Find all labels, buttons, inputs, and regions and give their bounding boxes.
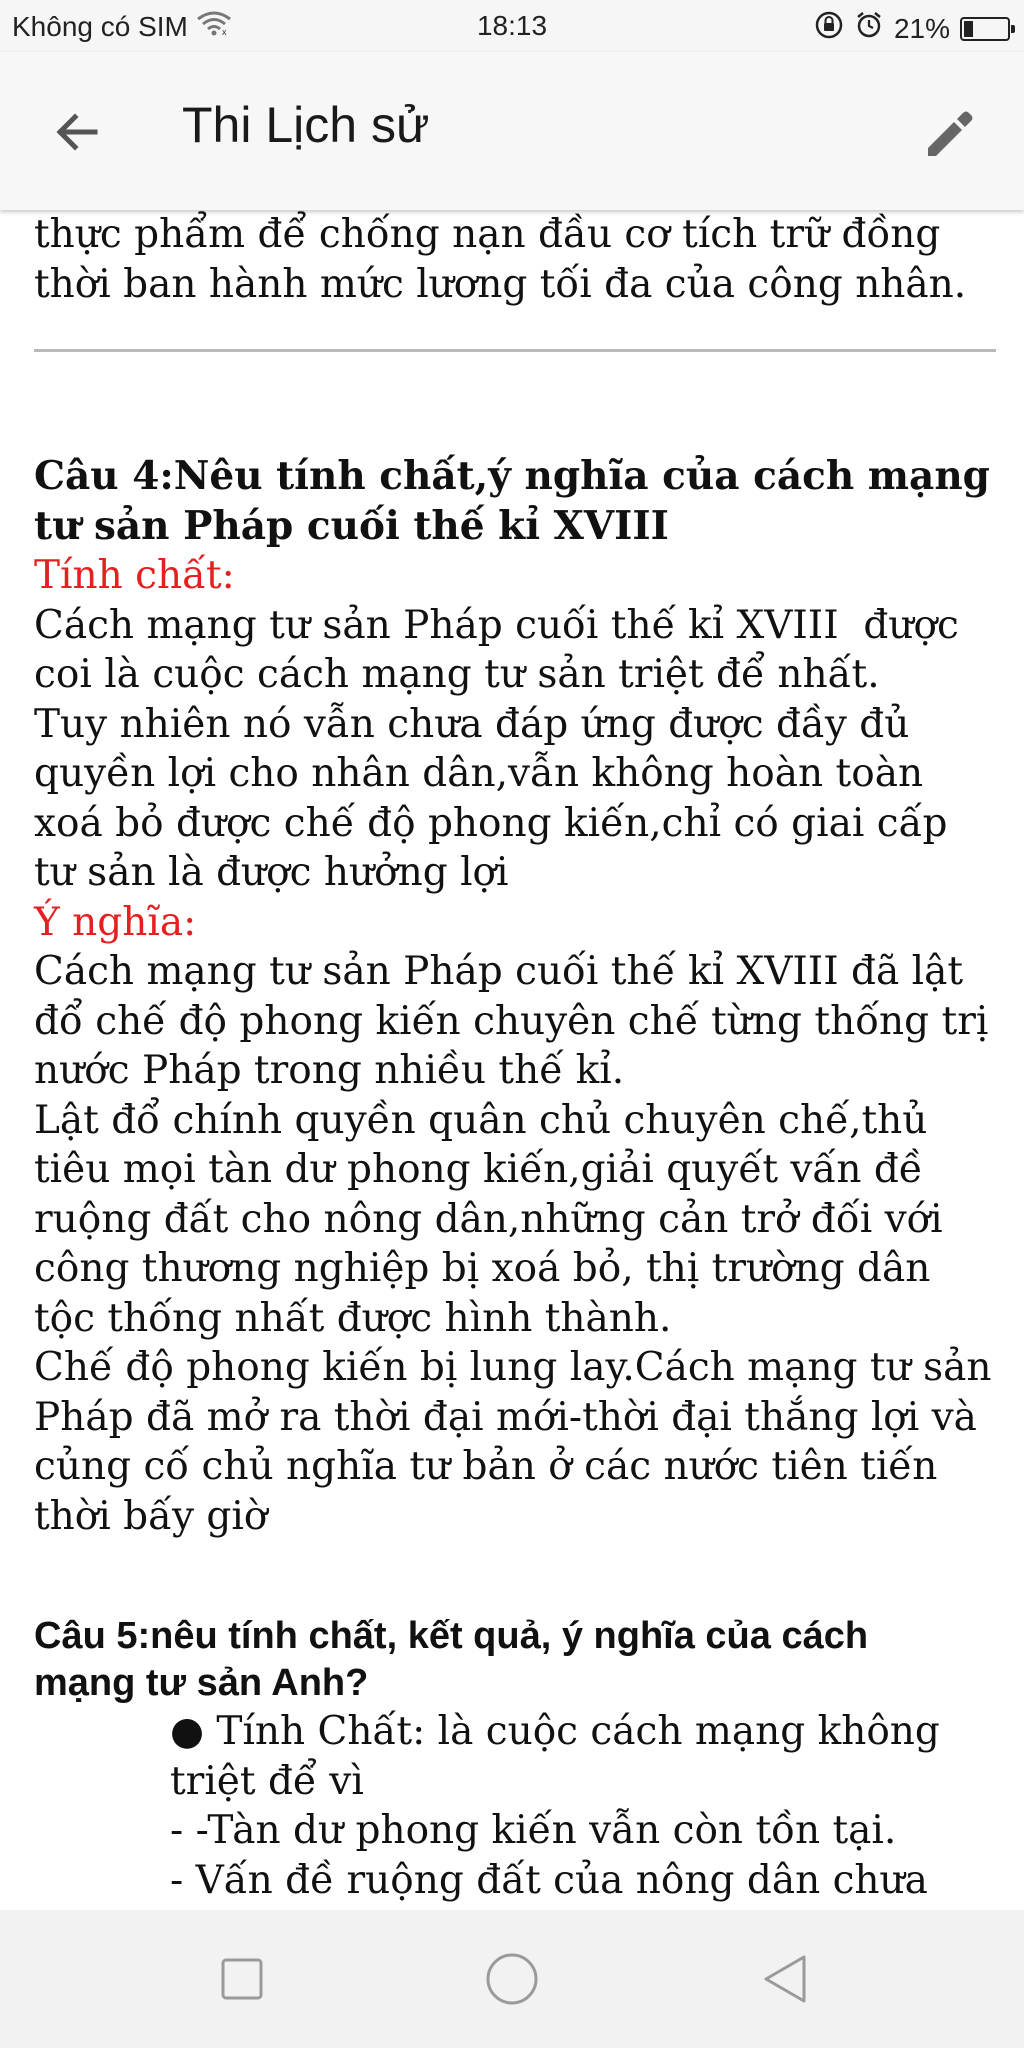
document-content[interactable] bbox=[0, 210, 1024, 1910]
question-4-heading: tư sản Pháp cuối thế kỉ XVIII bbox=[34, 502, 669, 549]
paragraph-line: Pháp đã mở ra thời đại mới-thời đại thắng lợi và bbox=[34, 1394, 977, 1440]
spacer bbox=[34, 1541, 996, 1613]
battery-level-fill bbox=[964, 21, 973, 37]
bullet-line: - Vấn đề ruộng đất của nông dân chưa bbox=[170, 1857, 928, 1903]
paragraph-line: Cách mạng tư sản Pháp cuối thế kỉ XVIII đã lật bbox=[34, 949, 964, 994]
navigation-bar bbox=[0, 1910, 1024, 2048]
question-5-heading: mạng tư sản Anh? bbox=[34, 1662, 369, 1704]
paragraph-line: ruộng đất cho nông dân,những cản trở đối với bbox=[34, 1196, 943, 1242]
paragraph-line: tiêu mọi tàn dư phong kiến,giải quyết vấn đề bbox=[34, 1147, 923, 1192]
bullet-line: - -Tàn dư phong kiến vẫn còn tồn tại. bbox=[170, 1808, 897, 1853]
recent-apps-button[interactable] bbox=[207, 1944, 277, 2014]
circle-icon bbox=[484, 1951, 540, 2007]
carrier-label: Không có SIM bbox=[12, 10, 188, 42]
home-button[interactable] bbox=[477, 1944, 547, 2014]
paragraph-line: công thương nghiệp bị xoá bỏ, thị trường dân bbox=[34, 1246, 931, 1291]
paragraph-line: xoá bỏ được chế độ phong kiến,chỉ có giai cấp bbox=[34, 800, 948, 846]
paragraph-line: Lật đổ chính quyền quân chủ chuyên chế,thủ bbox=[34, 1097, 928, 1143]
square-icon bbox=[219, 1956, 265, 2002]
back-nav-button[interactable] bbox=[751, 1944, 821, 2014]
battery-icon bbox=[960, 17, 1010, 41]
paragraph-line: củng cố chủ nghĩa tư bản ở các nước tiên tiến bbox=[34, 1444, 938, 1489]
intro-line: thời ban hành mức lương tối đa của công nhân. bbox=[34, 261, 967, 307]
paragraph-line: coi là cuộc cách mạng tư sản triệt để nhất. bbox=[34, 652, 880, 697]
back-button[interactable] bbox=[44, 100, 108, 164]
svg-text:x: x bbox=[221, 27, 227, 36]
arrow-back-icon bbox=[51, 107, 101, 157]
paragraph-line: nước Pháp trong nhiều thế kỉ. bbox=[34, 1048, 625, 1093]
section-divider bbox=[34, 349, 996, 352]
alarm-icon bbox=[854, 10, 884, 47]
paragraph-line: tộc thống nhất được hình thành. bbox=[34, 1295, 672, 1341]
edit-button[interactable] bbox=[914, 98, 984, 168]
page-title: Thi Lịch sử bbox=[182, 97, 430, 153]
pencil-icon bbox=[920, 104, 978, 162]
status-right bbox=[814, 10, 1010, 47]
status-bar bbox=[0, 0, 1024, 52]
paragraph-line: Chế độ phong kiến bị lung lay.Cách mạng tư sản bbox=[34, 1345, 992, 1390]
status-time: 18:13 bbox=[476, 10, 548, 41]
app-bar bbox=[0, 52, 1024, 210]
paragraph-line: thời bấy giờ bbox=[34, 1493, 268, 1539]
bullet-line: triệt để vì bbox=[170, 1758, 364, 1804]
question-4-heading: Câu 4:Nêu tính chất,ý nghĩa của cách mạng bbox=[34, 453, 990, 499]
paragraph-line: quyền lợi cho nhân dân,vẫn không hoàn toàn bbox=[34, 751, 924, 796]
meaning-label: Ý nghĩa: bbox=[34, 899, 197, 945]
bullet-line: ● Tính Chất: là cuộc cách mạng không bbox=[170, 1709, 940, 1754]
paragraph-line: đổ chế độ phong kiến chuyên chế từng thống trị bbox=[34, 998, 989, 1044]
battery-percent: 21% bbox=[893, 12, 950, 44]
paragraph-line: tư sản là được hưởng lợi bbox=[34, 850, 509, 895]
document-body bbox=[34, 210, 996, 1905]
paragraph-line: Cách mạng tư sản Pháp cuối thế kỉ XVIII được bbox=[34, 602, 959, 648]
paragraph-line: Tuy nhiên nó vẫn chưa đáp ứng được đầy đủ bbox=[34, 701, 910, 747]
question-5-heading: Câu 5:nêu tính chất, kết quả, ý nghĩa của cách bbox=[34, 1615, 869, 1657]
triangle-back-icon bbox=[760, 1953, 812, 2005]
rotation-lock-icon bbox=[814, 10, 844, 47]
intro-line: thực phẩm để chống nạn đầu cơ tích trữ đồng bbox=[34, 212, 941, 257]
nature-label: Tính chất: bbox=[34, 553, 235, 598]
